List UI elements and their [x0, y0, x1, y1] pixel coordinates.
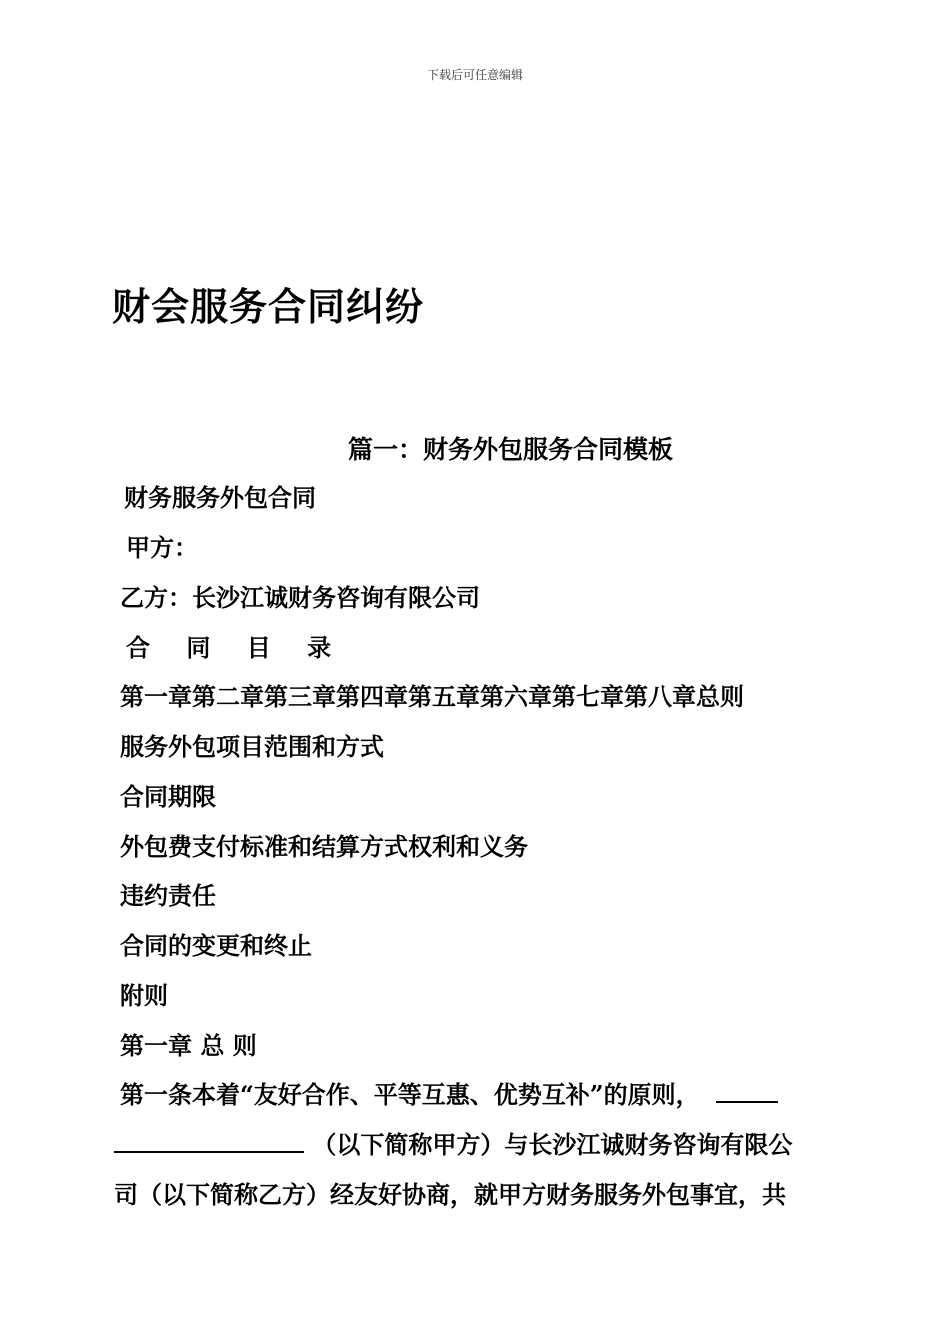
- toc-item: 合同的变更和终止: [120, 931, 312, 960]
- fill-in-blank: [716, 1079, 778, 1103]
- paragraph-line: [114, 1128, 792, 1162]
- paragraph-line: [120, 1078, 778, 1112]
- party-b-line: 乙方：长沙江诚财务咨询有限公司: [120, 583, 480, 612]
- fill-in-blank: [114, 1129, 304, 1153]
- toc-chapters: 第一章第二章第三章第四章第五章第六章第七章第八章总则: [120, 682, 744, 711]
- toc-item: 合同期限: [120, 782, 216, 811]
- section-heading: 篇一：财务外包服务合同模板: [348, 435, 674, 464]
- paragraph-text: （以下简称甲方）与长沙江诚财务咨询有限公: [312, 1130, 793, 1159]
- toc-item: 违约责任: [120, 881, 216, 910]
- toc-item: 附则: [120, 981, 168, 1010]
- paragraph-line: 司（以下简称乙方）经友好协商，就甲方财务服务外包事宜，共: [114, 1180, 786, 1209]
- chapter-heading: 第一章 总 则: [120, 1031, 257, 1060]
- contract-name: 财务服务外包合同: [124, 483, 316, 512]
- toc-heading: 合 同 目 录: [126, 633, 346, 662]
- toc-item: 外包费支付标准和结算方式权利和义务: [120, 832, 528, 861]
- paragraph-text: 第一条本着“友好合作、平等互惠、优势互补”的原则，: [120, 1080, 700, 1109]
- toc-item: 服务外包项目范围和方式: [120, 732, 384, 761]
- party-a-line: 甲方：: [126, 533, 198, 562]
- document-title: 财会服务合同纠纷: [112, 284, 425, 329]
- header-note: 下载后可任意编辑: [426, 68, 523, 82]
